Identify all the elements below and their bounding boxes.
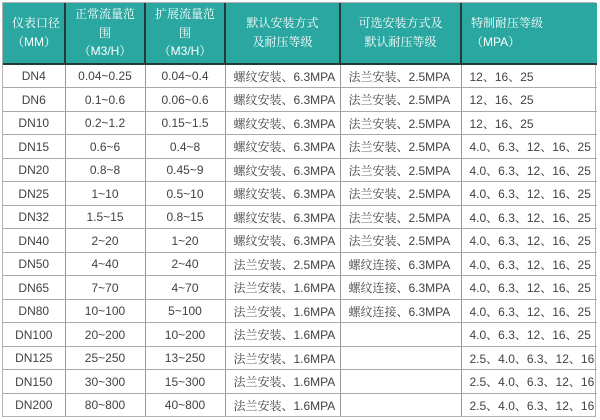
table-row [3, 182, 597, 206]
table-row [3, 135, 597, 159]
column-header-line: 正常流量范围 [74, 7, 135, 40]
table-cell: DN15 [3, 135, 65, 159]
table-cell: 法兰安装、1.6MPA [225, 299, 340, 323]
table-cell: DN25 [3, 182, 65, 206]
table-cell: 法兰安装、2.5MPA [340, 88, 461, 112]
table-cell: 法兰安装、2.5MPA [340, 158, 461, 182]
table-cell: 法兰安装、1.6MPA [225, 370, 340, 394]
table-cell: 0.5~10 [145, 182, 225, 206]
table-cell: 4~70 [145, 276, 225, 300]
table-cell: 法兰安装、2.5MPA [340, 182, 461, 206]
table-cell: 15~300 [145, 370, 225, 394]
table-cell: 4.0、6.3、12、16、25 [461, 323, 597, 347]
table-cell: 螺纹安装、6.3MPA [225, 64, 340, 88]
table-cell [340, 370, 461, 394]
table-cell: DN10 [3, 111, 65, 135]
table-row [3, 393, 597, 416]
table-header [3, 3, 597, 64]
table-cell: 7~70 [65, 276, 145, 300]
table-cell: 13~250 [145, 346, 225, 370]
table-cell: 法兰安装、2.5MPA [340, 205, 461, 229]
column-header-line: 扩展流量范围 [154, 7, 215, 40]
table-cell: 螺纹安装、6.3MPA [225, 205, 340, 229]
column-header-1 [65, 3, 145, 64]
table-cell [340, 323, 461, 347]
table-cell: DN200 [3, 393, 65, 416]
column-header-0 [3, 3, 65, 64]
table-cell: DN4 [3, 64, 65, 88]
table-cell: 法兰安装、1.6MPA [225, 346, 340, 370]
table-cell: 螺纹连接、6.3MPA [340, 276, 461, 300]
table-row [3, 158, 597, 182]
table-cell: 0.45~9 [145, 158, 225, 182]
column-header-line: 特制耐压等级 [471, 16, 544, 31]
table-cell: 法兰安装、1.6MPA [225, 393, 340, 416]
table-cell: 1.5~15 [65, 205, 145, 229]
table-row [3, 205, 597, 229]
table-cell: 法兰安装、2.5MPA [340, 229, 461, 253]
table-cell: 0.2~1.2 [65, 111, 145, 135]
table-cell [340, 393, 461, 416]
table-cell: 4~40 [65, 252, 145, 276]
table-cell: 0.04~0.25 [65, 64, 145, 88]
table-cell: 4.0、6.3、12、16、25 [461, 299, 597, 323]
column-header-line: 默认安装方式 [246, 16, 319, 31]
table-cell: 4.0、6.3、12、16、25 [461, 229, 597, 253]
table-row [3, 323, 597, 347]
table-cell: 1~10 [65, 182, 145, 206]
table-cell: 4.0、6.3、12、16、25 [461, 276, 597, 300]
column-header-3 [225, 3, 340, 64]
table-cell: 80~800 [65, 393, 145, 416]
table-row [3, 111, 597, 135]
table-cell: 0.6~6 [65, 135, 145, 159]
table-cell: DN100 [3, 323, 65, 347]
table-cell: 2~40 [145, 252, 225, 276]
column-header-line: （M3/H） [158, 44, 212, 59]
table-row [3, 276, 597, 300]
table-cell: 2~20 [65, 229, 145, 253]
table-cell [340, 346, 461, 370]
column-header-line: 可选安装方式及 [358, 16, 443, 31]
column-header-line: 仪表口径 [12, 16, 61, 31]
table-cell: 0.15~1.5 [145, 111, 225, 135]
table-cell: 0.1~0.6 [65, 88, 145, 112]
column-header-5 [461, 3, 597, 64]
table-cell: 25~250 [65, 346, 145, 370]
table-cell: 4.0、6.3、12、16、25 [461, 135, 597, 159]
table-cell: DN125 [3, 346, 65, 370]
table-row [3, 299, 597, 323]
column-header-line: 及耐压等级 [252, 34, 313, 49]
column-header-line: 默认耐压等级 [364, 34, 437, 49]
table-cell: 2.5、4.0、6.3、12、16 [469, 398, 595, 413]
flow-meter-spec-table [3, 3, 597, 416]
table-cell: 4.0、6.3、12、16、25 [461, 182, 597, 206]
table-cell: 10~100 [65, 299, 145, 323]
table-cell: 法兰安装、2.5MPA [225, 252, 340, 276]
table-row [3, 229, 597, 253]
table-cell: 螺纹安装、6.3MPA [225, 158, 340, 182]
table-cell: DN20 [3, 158, 65, 182]
table-row [3, 252, 597, 276]
column-header-line: （MPA） [471, 34, 521, 49]
table-cell: 螺纹连接、6.3MPA [340, 299, 461, 323]
table-cell: 螺纹安装、6.3MPA [225, 135, 340, 159]
table-cell: DN150 [3, 370, 65, 394]
table-row [3, 346, 597, 370]
column-header-line: （M3/H） [78, 44, 132, 59]
table-cell: 4.0、6.3、12、16、25 [461, 252, 597, 276]
table-cell: 12、16、25 [461, 64, 597, 88]
table-cell: 4.0、6.3、12、16、25 [461, 158, 597, 182]
table-cell: 1~20 [145, 229, 225, 253]
table-cell: 30~300 [65, 370, 145, 394]
table-cell: DN65 [3, 276, 65, 300]
column-header-4 [340, 3, 461, 64]
table-cell: 12、16、25 [461, 88, 597, 112]
table-cell: 法兰安装、2.5MPA [340, 135, 461, 159]
table-cell: 螺纹连接、6.3MPA [340, 252, 461, 276]
table-cell: 2.5、4.0、6.3、12、16 [461, 370, 597, 394]
table-cell: DN32 [3, 205, 65, 229]
table-cell: DN50 [3, 252, 65, 276]
table-cell: 40~800 [145, 393, 225, 416]
table-cell: DN40 [3, 229, 65, 253]
table-row [3, 88, 597, 112]
table-body [3, 64, 597, 417]
table-cell: DN80 [3, 299, 65, 323]
column-header-line: （MM） [12, 34, 56, 49]
table-cell: 螺纹安装、6.3MPA [225, 88, 340, 112]
header-row [3, 3, 597, 64]
table-cell: 法兰安装、1.6MPA [225, 276, 340, 300]
table-row [3, 64, 597, 88]
table-cell: 10~200 [145, 323, 225, 347]
table-cell: 0.4~8 [145, 135, 225, 159]
table-cell: 螺纹安装、6.3MPA [225, 111, 340, 135]
table-cell: 20~200 [65, 323, 145, 347]
table-cell: 12、16、25 [461, 111, 597, 135]
table-cell: 5~100 [145, 299, 225, 323]
table-cell: 0.04~0.4 [145, 64, 225, 88]
table-cell: 法兰安装、2.5MPA [340, 111, 461, 135]
table-cell: 螺纹安装、6.3MPA [225, 229, 340, 253]
table-cell: 4.0、6.3、12、16、25 [461, 205, 597, 229]
column-header-2 [145, 3, 225, 64]
table-cell: DN6 [3, 88, 65, 112]
table-cell: 螺纹安装、6.3MPA [225, 182, 340, 206]
table-cell: 0.06~0.6 [145, 88, 225, 112]
table-cell: 0.8~15 [145, 205, 225, 229]
table-cell: 2.5、4.0、6.3、12、16 [461, 346, 597, 370]
table-cell: 0.8~8 [65, 158, 145, 182]
table-cell: 法兰安装、1.6MPA [225, 323, 340, 347]
table-row [3, 370, 597, 394]
spec-table-container [2, 2, 596, 417]
table-cell: 法兰安装、2.5MPA [340, 64, 461, 88]
